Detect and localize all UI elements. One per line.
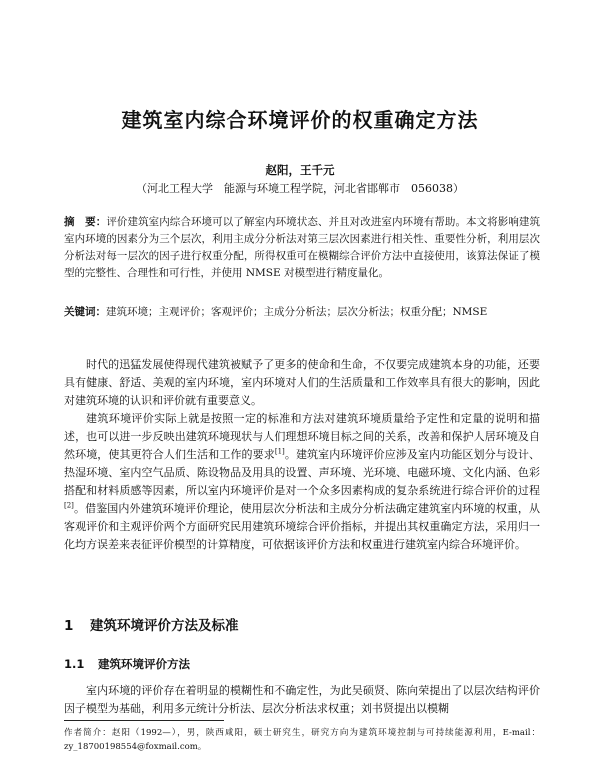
section-1-number: 1	[64, 618, 74, 634]
keywords-label: 关键词：	[64, 306, 106, 318]
keywords-text: 建筑环境；主观评价；客观评价；主成分分析法；层次分析法；权重分配；NMSE	[106, 306, 488, 318]
abstract-text: 评价建筑室内综合环境可以了解室内环境状态、并且对改进室内环境有帮助。本文将影响建筑室内环境的因素分为三个层次，利用主成分分析法对第三层次因素进行相关性、重要性分析，利用层次分析法对每一层次的因子进行权重分配，所得权重可在模糊综合评价方法中直接使用，该算法保证了模型的完整性、合理性和可行性，并使用 NMSE 对模型进行精度量化。	[64, 216, 541, 279]
section-1-title: 建筑环境评价方法及标准	[90, 618, 239, 634]
intro-p2-part-a: 建筑环境评价实际上就是按照一定的标准和方法对建筑环境质量给予定性和定量的说明和描述，也可以进一步反映出建筑环境现状与人们理想环境目标之间的关系，改善和保护人居环境及自然环境，使其更符合人们生活和工作的要求	[64, 412, 540, 461]
keywords	[64, 304, 540, 321]
intro-p2-part-b: 。建筑室内环境评价应涉及室内功能区划分与设计、热湿环境、室内空气品质、陈设物品及用具的设置、声环境、光环境、电磁环境、文化内涵、色彩搭配和材料质感等因素，所以室内环境评价是对一个众多因素构成的复杂系统进行综合评价的过程	[64, 448, 540, 497]
section-1-1-body	[64, 682, 540, 718]
footnote-divider	[64, 720, 224, 721]
intro-p2-part-c: 。借鉴国内外建筑环境评价理论，使用层次分析法和主成分分析法确定建筑室内环境的权重，从客观评价和主观评价两个方面研究民用建筑环境综合评价指标，并提出其权重确定方法，采用归一化均方误差来表征评价模型的计算精度，可依据该评价方法和权重进行建筑室内综合环境评价。	[64, 502, 540, 551]
introduction	[64, 356, 540, 554]
section-1-heading	[64, 614, 239, 634]
citation-1: [1]	[274, 447, 285, 456]
intro-paragraph-2	[64, 410, 540, 554]
paper-authors: 赵阳，王千元	[265, 163, 335, 177]
paper-title: 建筑室内综合环境评价的权重确定方法	[121, 108, 479, 132]
citation-2: [2]	[64, 501, 74, 510]
author-footnote: 作者简介：赵阳（1992—），男，陕西咸阳，硕士研究生，研究方向为建筑环境控制与可持续能源利用，E-mail：zy_18700198554@foxmail.com。	[64, 728, 540, 752]
section-1-1-number: 1.1	[64, 657, 85, 671]
intro-paragraph-1: 时代的迅猛发展使得现代建筑被赋予了更多的使命和生命，不仅要完成建筑本身的功能，还要具有健康、舒适、美观的室内环境，室内环境对人们的生活质量和工作效率具有很大的影响，因此对建筑环境的认识和评价就有重要意义。	[64, 358, 540, 407]
abstract	[64, 214, 540, 282]
abstract-label: 摘 要：	[64, 216, 107, 228]
section-1-1-heading	[64, 656, 190, 672]
section-1-1-paragraph: 室内环境的评价存在着明显的模糊性和不确定性，为此吴硕贤、陈向荣提出了以层次结构评价因子模型为基础，利用多元统计分析法、层次分析法求权重；刘书贤提出以模糊	[64, 684, 540, 715]
paper-affiliation: （河北工程大学 能源与环境工程学院，河北省邯郸市 056038）	[136, 182, 464, 195]
section-1-1-title: 建筑环境评价方法	[98, 657, 190, 671]
